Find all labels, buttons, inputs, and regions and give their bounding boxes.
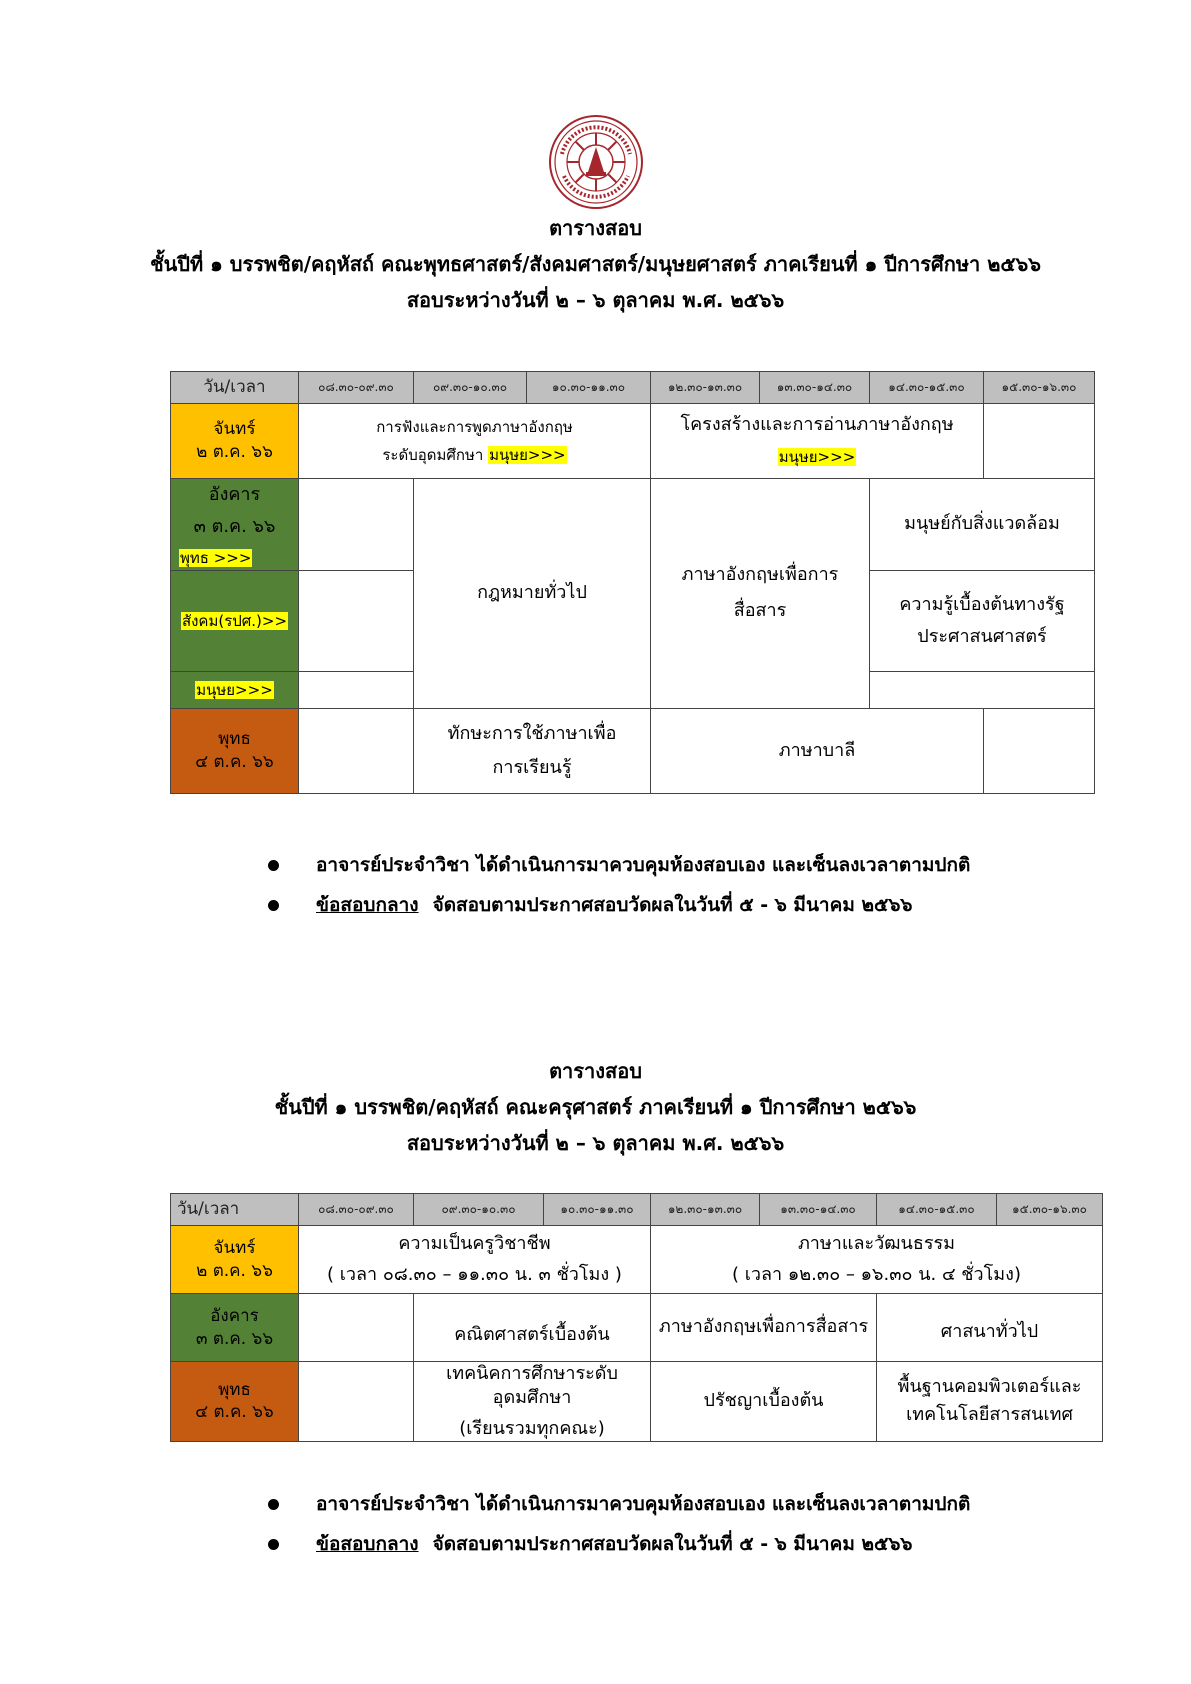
exam-cell-english-communication [651,1294,877,1362]
university-seal-logo [548,114,644,210]
header-slot-6: ๑๔.๓๐-๑๕.๓๐ [870,372,984,404]
header-slot-3: ๑๐.๓๐-๑๑.๓๐ [527,372,651,404]
exam-cell-intro-philosophy [651,1362,877,1442]
day-name: จันทร์ [213,419,256,440]
schedule-2-notes [268,1484,970,1564]
subject-line: การเรียนรู้ [492,756,572,778]
subject-line: ปรัชญาเบื้องต้น [703,1390,824,1412]
exam-cell-general-law [414,479,651,709]
header-slot-4: ๑๒.๓๐-๑๓.๓๐ [651,372,760,404]
note-text: จัดสอบตามประกาศสอบวัดผลในวันที่ ๕ - ๖ มีนาคม ๒๕๖๖ [432,1533,913,1555]
exam-cell-english-communication [651,479,870,709]
tag-cell-social [171,570,299,671]
schedule-1-table [170,371,1095,794]
day-date: ๓ ต.ค. ๖๖ [195,1328,274,1349]
empty-cell [299,1294,414,1362]
subject-line: ระดับอุดมศึกษา [382,446,484,464]
day-name: อังคาร [208,484,261,505]
subject-line: ( เวลา ๐๘.๓๐ – ๑๑.๓๐ น. ๓ ชั่วโมง ) [327,1263,622,1285]
day-date: ๒ ต.ค. ๖๖ [196,442,273,462]
day-cell-wednesday [171,1362,299,1442]
day-date: ๒ ต.ค. ๖๖ [196,1260,273,1281]
exam-cell-language-culture [651,1226,1103,1294]
tag-cell-human [171,671,299,708]
subject-line: คณิตศาสตร์เบื้องต้น [454,1324,610,1346]
day-name: พุทธ [218,728,251,749]
header-slot-7: ๑๕.๓๐-๑๖.๓๐ [997,1194,1103,1226]
faculty-tag-human: มนุษย>>> [778,448,856,466]
day-name: พุทธ [218,1379,251,1400]
header-slot-2: ๐๙.๓๐-๑๐.๓๐ [414,372,527,404]
note-text: อาจารย์ประจำวิชา ได้ดำเนินการมาควบคุมห้องสอบเอง และเซ็นลงเวลาตามปกติ [316,1493,971,1515]
exam-cell-basic-math [414,1294,651,1362]
day-cell-tuesday [171,479,299,571]
subject-line: ความเป็นครูวิชาชีพ [398,1233,551,1255]
subject-line: (เรียนรวมทุกคณะ) [459,1417,605,1439]
subject-line: ภาษาอังกฤษเพื่อการสื่อสาร [658,1316,869,1338]
header-slot-5: ๑๓.๓๐-๑๔.๓๐ [760,1194,877,1226]
schedule-1-heading [0,210,1191,318]
empty-cell [299,1362,414,1442]
empty-cell [299,570,414,671]
header-slot-1: ๐๘.๓๐-๐๙.๓๐ [299,1194,414,1226]
exam-cell-professional-teacher [299,1226,651,1294]
exam-cell-public-administration [870,570,1095,671]
subject-line: ภาษาอังกฤษเพื่อการ [681,564,839,586]
header-day-time: วัน/เวลา [171,1194,299,1226]
schedule-2-title: ตารางสอบ [549,1059,642,1083]
exam-cell-study-techniques [414,1362,651,1442]
exam-cell-listening-speaking [299,404,651,479]
header-day-time: วัน/เวลา [171,372,299,404]
header-slot-7: ๑๕.๓๐-๑๖.๓๐ [984,372,1095,404]
exam-cell-english-structure [651,404,984,479]
subject-line: ประศาสนศาสตร์ [917,625,1047,647]
subject-line: พื้นฐานคอมพิวเตอร์และ [897,1376,1082,1398]
empty-cell [299,479,414,571]
day-cell-monday [171,1226,299,1294]
faculty-tag-human: มนุษย>>> [196,680,273,699]
faculty-tag-buddhist: พุทธ >>> [180,548,252,567]
day-cell-monday [171,404,299,479]
schedule-2-heading [0,1053,1191,1161]
faculty-tag-human: มนุษย>>> [489,446,566,464]
note-item [268,1524,970,1564]
subject-line: ( เวลา ๑๒.๓๐ – ๑๖.๓๐ น. ๔ ชั่วโมง) [732,1263,1021,1285]
faculty-tag-social: สังคม(รปศ.)>> [181,611,288,630]
day-cell-wednesday [171,708,299,793]
empty-cell [299,708,414,793]
note-text: จัดสอบตามประกาศสอบวัดผลในวันที่ ๕ - ๖ มีนาคม ๒๕๖๖ [432,894,913,916]
note-item [268,845,970,885]
subject-line: ทักษะการใช้ภาษาเพื่อ [447,722,617,744]
note-label-central-exam: ข้อสอบกลาง [316,894,419,916]
note-item [268,885,970,925]
day-cell-tuesday [171,1294,299,1362]
day-date: ๔ ต.ค. ๖๖ [195,751,274,772]
schedule-2-subtitle: ชั้นปีที่ ๑ บรรพชิต/คฤหัสถ์ คณะครุศาสตร์ ภาคเรียนที่ ๑ ปีการศึกษา ๒๕๖๖ [274,1095,917,1119]
subject-line: ภาษาบาลี [778,739,856,761]
exam-cell-general-religion [877,1294,1103,1362]
note-text: อาจารย์ประจำวิชา ได้ดำเนินการมาควบคุมห้องสอบเอง และเซ็นลงเวลาตามปกติ [316,854,971,876]
note-item [268,1484,970,1524]
header-slot-3: ๑๐.๓๐-๑๑.๓๐ [544,1194,651,1226]
note-label-central-exam: ข้อสอบกลาง [316,1533,419,1555]
empty-cell [299,671,414,708]
day-date: ๔ ต.ค. ๖๖ [195,1402,274,1423]
schedule-1-date-range: สอบระหว่างวันที่ ๒ – ๖ ตุลาคม พ.ศ. ๒๕๖๖ [406,288,785,312]
header-slot-6: ๑๔.๓๐-๑๕.๓๐ [877,1194,997,1226]
subject-line: โครงสร้างและการอ่านภาษาอังกฤษ [680,413,954,435]
exam-cell-computer-it [877,1362,1103,1442]
subject-line: เทคโนโลยีสารสนเทศ [906,1404,1073,1426]
exam-cell-language-skills [414,708,651,793]
empty-cell [984,404,1095,479]
subject-line: ศาสนาทั่วไป [940,1321,1039,1343]
day-date: ๓ ต.ค. ๖๖ [193,516,276,538]
subject-line: มนุษย์กับสิ่งแวดล้อม [904,513,1060,535]
subject-line: ภาษาและวัฒนธรรม [797,1233,956,1255]
schedule-2-date-range: สอบระหว่างวันที่ ๒ – ๖ ตุลาคม พ.ศ. ๒๕๖๖ [406,1131,785,1155]
header-slot-1: ๐๘.๓๐-๐๙.๓๐ [299,372,414,404]
day-name: อังคาร [210,1305,259,1326]
schedule-1-subtitle: ชั้นปีที่ ๑ บรรพชิต/คฤหัสถ์ คณะพุทธศาสตร์/สังคมศาสตร์/มนุษยศาสตร์ ภาคเรียนที่ ๑ ปีการศึกษา ๒๕๖๖ [150,252,1041,276]
subject-line: กฎหมายทั่วไป [477,582,587,604]
subject-line: เทคนิคการศึกษาระดับอุดมศึกษา [446,1363,618,1409]
schedule-1-title: ตารางสอบ [549,216,642,240]
subject-line: สื่อสาร [733,600,787,622]
schedule-1-notes [268,845,970,925]
exam-cell-human-environment [870,479,1095,571]
empty-cell [984,708,1095,793]
subject-line: การฟังและการพูดภาษาอังกฤษ [376,417,573,436]
exam-cell-pali [651,708,984,793]
empty-cell [870,671,1095,708]
schedule-2-table [170,1193,1103,1442]
header-slot-4: ๑๒.๓๐-๑๓.๓๐ [651,1194,760,1226]
subject-line: ความรู้เบื้องต้นทางรัฐ [899,593,1065,615]
day-name: จันทร์ [213,1237,256,1258]
header-slot-2: ๐๙.๓๐-๑๐.๓๐ [414,1194,544,1226]
header-slot-5: ๑๓.๓๐-๑๔.๓๐ [760,372,870,404]
